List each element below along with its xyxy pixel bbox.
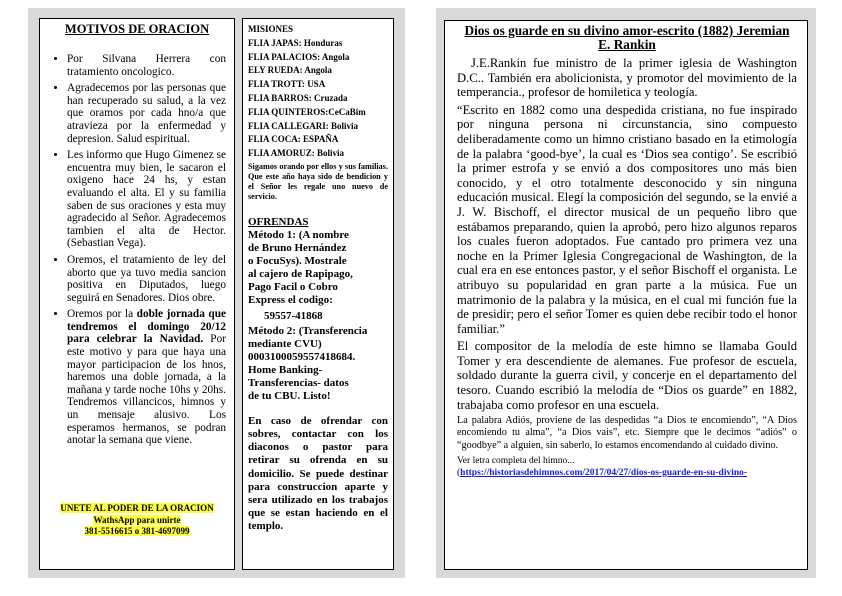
mission-place: ESPAÑA (303, 134, 339, 145)
whatsapp-subheading: WathsApp para unirte (93, 514, 181, 525)
prayer-requests-box (39, 18, 235, 570)
mission-place: CeCaBim (328, 106, 366, 117)
hymn-title: Dios os guarde en su divino amor-escrito (1882) Jeremian E. Rankin (464, 23, 790, 52)
method-line: Método 1: (A nombre (248, 228, 349, 241)
cvu-number: 0003100059557418684. (248, 350, 356, 363)
left-page (28, 8, 405, 578)
hymn-paragraph: J.E.Rankin fue ministro de la primer iglesia de Washington D.C.. También era abolicionista, y promotor del movimiento de la temperancia., profesor de homiletica y teología. (457, 56, 797, 100)
method-line: Método 2: (Transferencia (248, 324, 368, 337)
mission-place: USA (307, 79, 326, 90)
lyrics-link[interactable]: https://historiasdehimnos.com/2017/04/27/dios-os-guarde-en-su-divino- (460, 467, 748, 478)
mission-family: FLIA CALLEGARI: (248, 120, 329, 131)
prayer-item-text: Oremos por la (67, 308, 137, 321)
prayer-item: • Por Silvana Herrera con tratamiento oncologico. (67, 53, 226, 78)
offering-method-1 (248, 229, 388, 323)
mission-place: Bolivia (317, 148, 345, 159)
whatsapp-heading: UNETE AL PODER DE LA ORACION (60, 503, 214, 513)
hymn-paragraph: El compositor de la melodía de este himno se llamaba Gould Tomer y era descendiente de alemanes. Fue profesor de escuela, soldado durante la guerra civil, y concerje en el departamento del tesoro. Cuando escribió la melodía de “Dios os guarde” en 1882, trabajaba como profesor en una escuela. (457, 339, 797, 412)
mission-place: Angola (321, 51, 350, 62)
mission-family: FLIA AMORUZ: (248, 148, 315, 159)
mission-item (248, 106, 388, 120)
prayer-list (48, 53, 226, 447)
prayer-item: • Agradecemos por las personas que han recuperado su salud, a la vez que oramos por cada hno/a que atravieza por la enfermedad y depresion. Salud espiritual. (67, 82, 226, 145)
mission-family: FLIA JAPAS: (248, 37, 302, 48)
mission-item (248, 51, 388, 65)
mission-item (248, 78, 388, 92)
mission-place: Honduras (303, 37, 343, 48)
prayer-item (67, 308, 226, 447)
christmas-highlight: doble jornada que tendremos el domingo 20/12 para celebrar la Navidad. (67, 308, 227, 346)
prayer-item: • Oremos, el tratamiento de ley del aborto que ya tuvo media sancion positiva en Diputados, luego seguirá en Senadores. Dios obre. (67, 254, 226, 304)
mission-place: Bolivia (331, 120, 359, 131)
method-line: al cajero de Rapipago, (248, 268, 353, 281)
link-paren: ( (457, 467, 461, 478)
mission-item (248, 92, 388, 106)
whatsapp-block (40, 503, 234, 538)
method-line: o FocuSys). Mostrale (248, 255, 347, 268)
missions-title: MISIONES (248, 24, 294, 34)
mission-item (248, 64, 388, 78)
whatsapp-numbers: 381-5516615 o 381-4697099 (84, 526, 190, 536)
method-line: Home Banking- (248, 363, 323, 376)
mission-item (248, 133, 388, 147)
offering-method-2 (248, 325, 388, 404)
hymn-quote-paragraph: “Escrito en 1882 como una despedida cristiana, no fue inspirado por ninguna persona ni circunstancia, sino compuesto deliberadamente como un himno cristiano basado en la etimología de la palabra ‘good-bye’, la cual es ‘Dios sea contigo’. Se escribió la primer estrofa y se envió a dos compositores uno más bien conocido, y el otro totalmente desconocido y sin ninguna educación musical. Elegí la composición del segundo, se la envié a J. W. Bischoff, el director musical de un pequeño libro que estábamos preparando, quien la aprobó, pero hizo algunos reparos los cuales fueron adoptados. Fue cantado pro primera vez una noche en la Primer Iglesia Congregacional de Washington, de la cual era en ese entonces pastor, y el señor Bischoff el organista. Le atribuyo su popularidad en gran parte a la música. Fue un matrimonio de la palabra y la música, en el cual mi función fue la de presidir; pero el señor Tomer es quien debe recibir todo el honor familiar.” (457, 102, 797, 336)
mission-family: FLIA BARROS: (248, 92, 312, 103)
method-line: Transferencias- datos (248, 377, 349, 389)
mission-item (248, 147, 388, 161)
mission-family: FLIA PALACIOS: (248, 51, 321, 62)
method-line: Express el codigo: (248, 294, 333, 307)
prayer-item: • Les informo que Hugo Gimenez se encuentra muy bien, le sacaron el oxigeno hace 24 hs, y estan evaluando el alta. El y su familia saben de sus oraciones y esta muy agradecido al Señor. Agradecemos tambien el alta de Hector.(Sebastian Vega). (67, 149, 226, 250)
hymn-story-box (444, 20, 808, 570)
lyrics-link-line (457, 467, 797, 479)
mission-place: Cruzada (314, 92, 348, 103)
mission-item (248, 120, 388, 134)
mission-family: FLIA TROTT: (248, 79, 305, 90)
offerings-closing-note: En caso de ofrendar con sobres, contactar con los diaconos o pastor para retirar su ofrenda en su domicilio. Se puede destinar para construccion aparte y sera utilizado en los trabajos que se estan haciendo en el templo. (248, 415, 388, 532)
mission-family: FLIA QUINTEROS: (248, 106, 329, 117)
missions-offerings-box (242, 18, 394, 570)
prayer-requests-title: MOTIVOS DE ORACION (64, 22, 210, 36)
right-page (436, 8, 816, 578)
method-line: de tu CBU. Listo! (248, 390, 331, 403)
mission-family: ELY RUEDA: (248, 65, 303, 76)
prayer-item-text: Por este motivo y para que haya una mayor participacion de los hnos, haremos una doble jornada, a la mañana y tarde noche 10hs y 20hs. Tendremos villancicos, himnos y un mensaje alusivo. Los esperamos hermanos, se podran anotar la semana que viene. (67, 333, 226, 447)
method-line: mediante CVU) (248, 337, 322, 350)
mission-item (248, 37, 388, 51)
missions-note: Sigamos orando por ellos y sus familias. Que este año haya sido de bendicion y el Señor les regale uno nuevo de servicio. (248, 161, 388, 201)
mission-family: FLIA COCA: (248, 134, 301, 145)
adios-note: La palabra Adiós, proviene de las despedidas “a Dios te encomiendo”, “A Dios encomiendo tu alma”, “a Dios vais”, etc. Siempre que le decimos “adiós” o “goodbye” a alguien, sin saberlo, lo estamos encomendando al cuidado divino. (457, 415, 797, 451)
mission-place: Angola (304, 65, 332, 76)
full-lyrics-label: Ver letra completa del himno... (457, 455, 575, 466)
offerings-title: OFRENDAS (248, 215, 309, 228)
method-line: de Bruno Hernández (248, 242, 347, 255)
payment-code: 59557-41868 (264, 309, 323, 322)
method-line: Pago Facil o Cobro (248, 281, 338, 294)
